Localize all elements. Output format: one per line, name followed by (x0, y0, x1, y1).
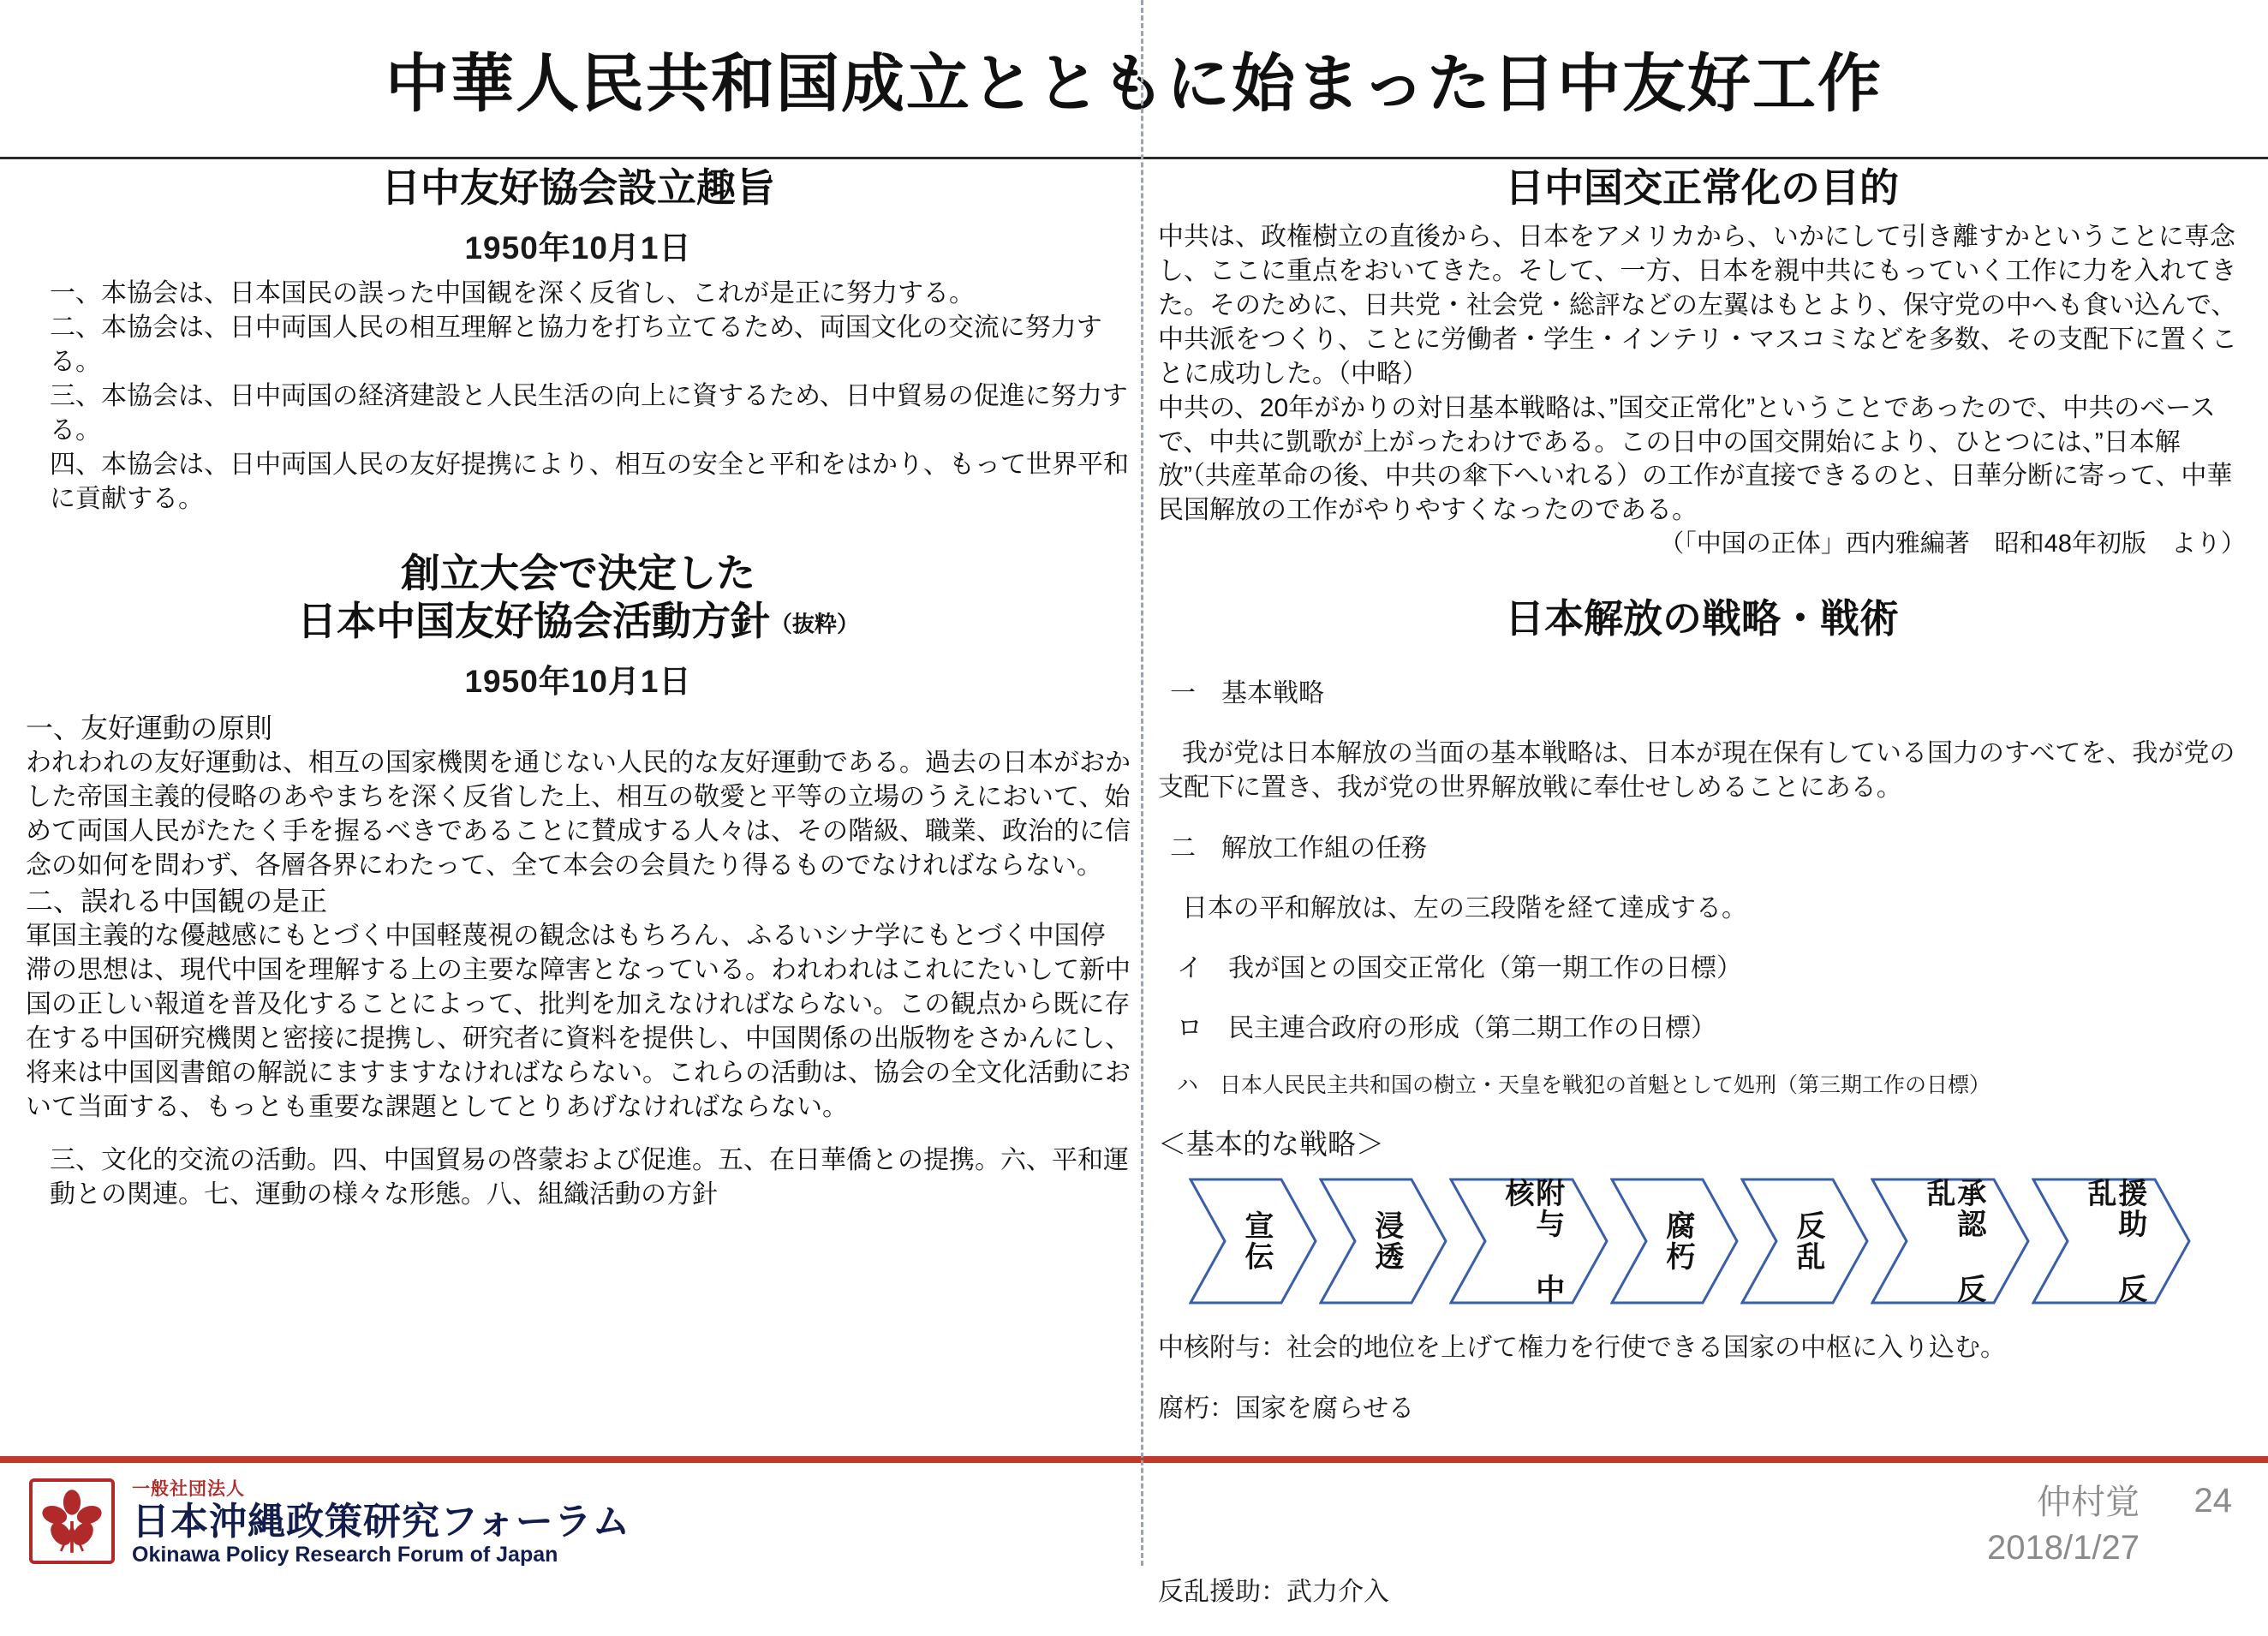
flow-step-label: 腐朽 (1661, 1209, 1694, 1272)
paragraph: 中共は、政権樹立の直後から、日本をアメリカから、いかにして引き離すかということに専念し、ここに重点をおいてきた。そして、一方、日本を親中共にもっていく工作に力を入れてきた。そのために、日共党・社会党・総評などの左翼はもとより、保守党の中へも食い込んで、中共派をつくり、ことに労働者・学生・インテリ・マスコミなどを多数、その支配下に置くことに成功した。（中略） (1158, 223, 2237, 388)
left-section-2 (26, 550, 1131, 1211)
flow-step-6 (1871, 1178, 2030, 1305)
outline-item-1-label: 一 基本戦略 (1170, 678, 1324, 708)
outline-subitem: ロ 民主連合政府の形成（第二期工作の日標） (1177, 1014, 1716, 1043)
section-date-2: 1950年10月1日 (464, 663, 692, 699)
outline-subitem: イ 我が国との国交正常化（第一期工作の日標） (1177, 953, 1742, 982)
section-heading-normalization: 日中国交正常化の目的 (1505, 165, 1899, 210)
flow-step-label: 附与 中核 (1501, 1177, 1564, 1305)
flow-step-label: 浸透 (1370, 1209, 1403, 1272)
left-column (26, 164, 1131, 1212)
outline-item-2-text: 日本の平和解放は、左の三段階を経て達成する。 (1182, 893, 1747, 922)
logo-text-block (132, 1475, 630, 1567)
list-item: 一、本協会は、日本国民の誤った中国観を深く反省し、これが是正に努力する。 (50, 279, 975, 308)
flow-step-label: 宣伝 (1239, 1209, 1273, 1272)
legend-item: 中核附与：社会的地位を上げて権力を行使できる国家の中枢に入り込む。 (1158, 1333, 2006, 1362)
heading-line-1: 創立大会で決定した (401, 551, 755, 596)
logo-corporate-type: 一般社団法人 (132, 1479, 245, 1499)
strategy-outline (1158, 677, 2246, 1101)
logo-name-en: Okinawa Policy Research Forum of Japan (132, 1543, 558, 1567)
legend-item: 腐朽：国家を腐らせる (1158, 1394, 1415, 1424)
flow-step-3 (1449, 1178, 1608, 1305)
column-divider (1141, 0, 1143, 1566)
organization-logo (29, 1475, 630, 1567)
title-underline (0, 157, 2268, 159)
flow-step-5 (1740, 1178, 1869, 1305)
section-heading-liberation-strategy: 日本解放の戦略・戦術 (1505, 595, 1899, 641)
footer-meta (1987, 1475, 2140, 1567)
hibiscus-logo-icon (29, 1478, 115, 1564)
subheading-principles: 一、友好運動の原則 (26, 712, 273, 743)
right-section-1 (1158, 164, 2246, 561)
heading-line-2: 日本中国友好協会活動方針 (296, 598, 770, 643)
left-section-1 (26, 164, 1131, 516)
flow-step-label: 援助 反乱 (2083, 1177, 2146, 1305)
presentation-date: 2018/1/27 (1987, 1529, 2140, 1567)
subheading-correction: 二、誤れる中国観の是正 (26, 885, 328, 917)
flow-step-label: 承認 反乱 (1922, 1177, 1985, 1305)
page-number: 24 (2193, 1482, 2232, 1520)
basic-strategy-label: ＜基本的な戦略＞ (1158, 1127, 1384, 1160)
presenter-name: 仲村覚 (2037, 1484, 2140, 1521)
legend-item: 反乱援助：武力介入 (1158, 1578, 1389, 1607)
flow-step-4 (1610, 1178, 1739, 1305)
paragraph: 中共の、20年がかりの対日基本戦略は、”国交正常化”ということであったので、中共のベースで、中共に凱歌が上がったわけである。この日中の国交開始により、ひとつには、”日本解放”（共産革命の後、中共の傘下へいれる）の工作が直接できるのと、日華分断に寄って、中華民国解放の工作がやりやすくなったのである。 (1158, 393, 2233, 525)
list-item: 三、本協会は、日中両国の経済建設と人民生活の向上に資するため、日中貿易の促進に努力する。 (50, 381, 1128, 445)
source-citation: （「中国の正体」西内雅編著 昭和48年初版 より） (1659, 530, 2246, 558)
strategy-flow-diagram (1189, 1178, 2246, 1305)
outline-item-2-label: 二 解放工作組の任務 (1170, 833, 1427, 863)
normalization-body (1158, 220, 2246, 561)
section-date-1: 1950年10月1日 (464, 230, 692, 266)
flow-step-7 (2032, 1178, 2191, 1305)
flow-step-label: 反乱 (1791, 1209, 1824, 1272)
founding-purpose-list (26, 277, 1131, 516)
page-title: 中華人民共和国成立とともに始まった日中友好工作 (385, 47, 1883, 119)
flow-step-1 (1189, 1178, 1317, 1305)
activity-policy-body (26, 710, 1131, 1212)
list-item: 二、本協会は、日中両国人民の相互理解と協力を打ち立てるため、両国文化の交流に努力する。 (50, 313, 1102, 376)
section-heading-founding-congress (26, 550, 1131, 644)
paragraph-other-items: 三、文化的交流の活動。四、中国貿易の啓蒙および促進。五、在日華僑との提携。六、平和運動との関連。七、運動の様々な形態。八、組織活動の方針 (50, 1145, 1129, 1209)
right-column (1158, 164, 2246, 1636)
flow-step-2 (1319, 1178, 1447, 1305)
list-item: 四、本協会は、日中両国人民の友好提携により、相互の安全と平和をはかり、もって世界平和に貢献する。 (50, 450, 1129, 513)
heading-note: （抜粋） (769, 610, 859, 636)
logo-name-ja: 日本沖縄政策研究フォーラム (132, 1501, 631, 1543)
outline-item-1-text: 我が党は日本解放の当面の基本戦略は、日本が現在保有している国力のすべてを、我が党の支配下に置き、我が党の世界解放戦に奉仕せしめることにある。 (1158, 739, 2235, 803)
title-bar (0, 0, 2268, 157)
paragraph-correction: 軍国主義的な優越感にもとづく中国軽蔑視の観念はもちろん、ふるいシナ学にもとづく中国停滞の思想は、現代中国を理解する上の主要な障害となっている。われわれはこれにたいして新中国の正しい報道を普及化することによって、批判を加えなければならない。この観点から既に存在する中国研究機関と密接に提携し、研究者に資料を提供し、中国関係の出版物をさかんにし、将来は中国図書館の解説にますますなければならない。これらの活動は、協会の全文化活動において当面する、もっとも重要な課題としてとりあげなければならない。 (26, 922, 1131, 1121)
outline-subitem: ハ 日本人民民主共和国の樹立・天皇を戦犯の首魁として処刑（第三期工作の日標） (1177, 1073, 1991, 1098)
section-heading-kaisetsu: 日中友好協会設立趣旨 (381, 165, 775, 210)
slide-footer (0, 1461, 2268, 1567)
paragraph-principles: われわれの友好運動は、相互の国家機関を通じない人民的な友好運動である。過去の日本がおかした帝国主義的侵略のあやまちを深く反省した上、相互の敬愛と平等の立場のうえにおいて、始めて両国人民がたたく手を握るべきであることに賛成する人々は、その階級、職業、政治的に信念の如何を問わず、各層各界にわたって、全て本会の会員たり得るものでなければならない。 (26, 749, 1131, 881)
